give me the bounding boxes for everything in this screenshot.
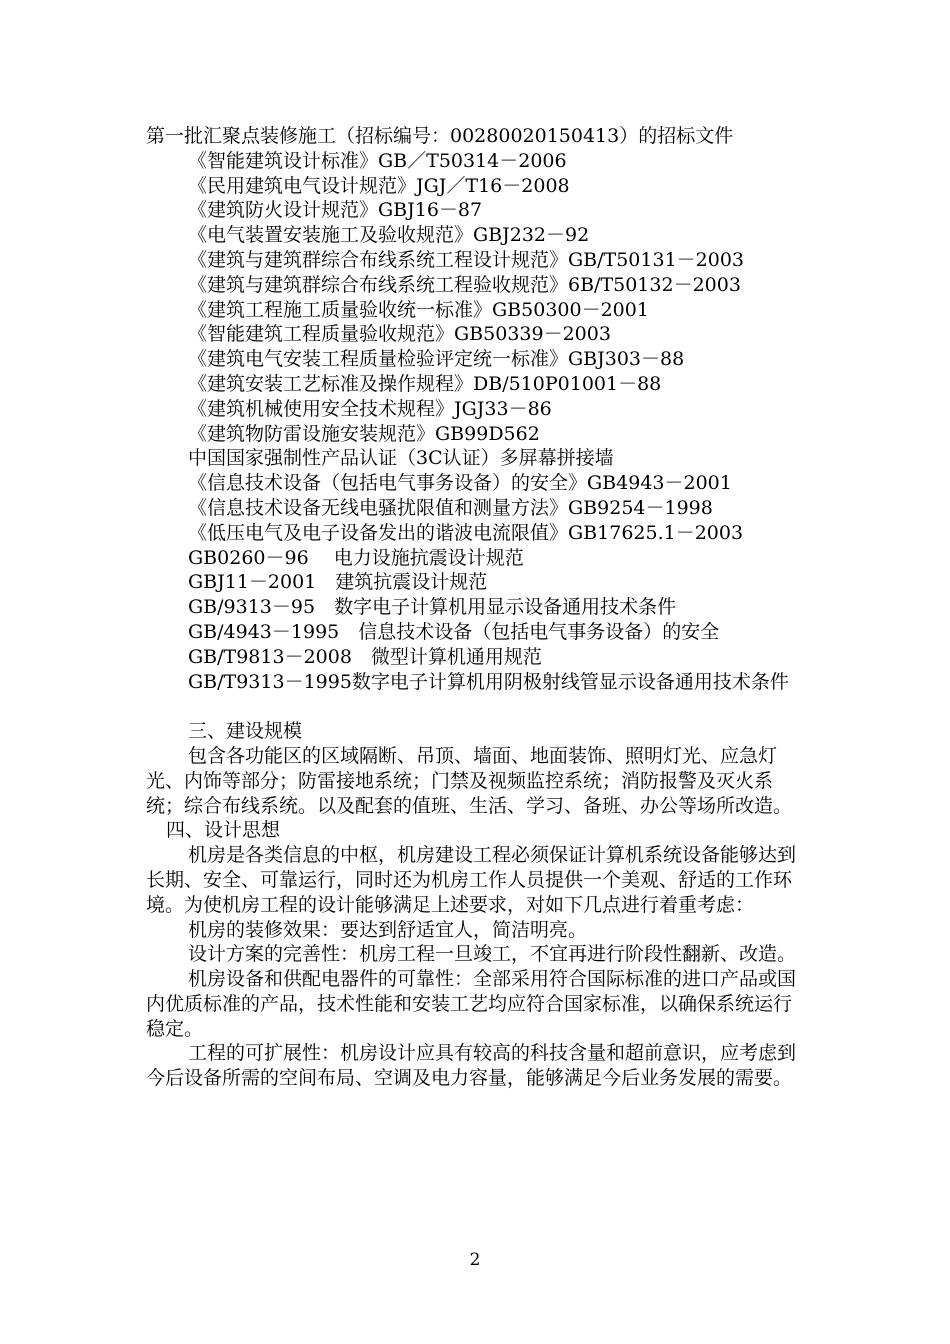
standard-item: 《建筑安装工艺标准及操作规程》DB/510P01001－88 (188, 372, 662, 395)
standard-item: 《建筑物防雷设施安装规范》GB99D562 (188, 422, 540, 445)
standards-list (146, 149, 810, 695)
standard-item: 《低压电气及电子设备发出的谐波电流限值》GB17625.1－2003 (188, 521, 744, 544)
tender-title-line: 第一批汇聚点装修施工（招标编号：00280020150413）的招标文件 (146, 125, 734, 147)
standard-item: 《电气装置安装施工及验收规范》GBJ232－92 (188, 224, 590, 247)
design-paragraph: 机房的装修效果：要达到舒适宜人，简洁明亮。 (188, 918, 588, 941)
document-body (146, 124, 810, 1091)
standard-item: 中国国家强制性产品认证（3C认证）多屏幕拼接墙 (188, 447, 614, 470)
section-scale-paragraph: 包含各功能区的区域隔断、吊顶、墙面、地面装饰、照明灯光、应急灯光、内饰等部分；防雷接地系统；门禁及视频监控系统；消防报警及灭火系统；综合布线系统。以及配套的值班、生活、学习、备班、办公等场所改造。 (146, 744, 793, 817)
design-paragraph: 工程的可扩展性：机房设计应具有较高的科技含量和超前意识，应考虑到今后设备所需的空间布局、空调及电力容量，能够满足今后业务发展的需要。 (146, 1042, 797, 1090)
blank-line (146, 694, 810, 719)
standard-item: 《民用建筑电气设计规范》JGJ／T16－2008 (188, 174, 570, 197)
design-paragraph: 机房设备和供配电器件的可靠性：全部采用符合国际标准的进口产品或国内优质标准的产品，技术性能和安装工艺均应符合国家标准，以确保系统运行稳定。 (146, 968, 797, 1040)
standard-item: 《建筑电气安装工程质量检验评定统一标准》GBJ303－88 (188, 348, 685, 371)
standard-item: 《建筑与建筑群综合布线系统工程验收规范》6B/T50132－2003 (188, 273, 741, 296)
section-heading-scale: 三、建设规模 (188, 720, 303, 743)
standard-item: GB/4943－1995 信息技术设备（包括电气事务设备）的安全 (188, 620, 720, 643)
standard-item: 《建筑工程施工质量验收统一标准》GB50300－2001 (188, 298, 649, 321)
page-number: 2 (469, 1250, 481, 1270)
standard-item: 《智能建筑工程质量验收规范》GB50339－2003 (188, 323, 611, 346)
standard-item: GB0260－96 电力设施抗震设计规范 (188, 546, 524, 569)
design-paragraph: 设计方案的完善性：机房工程一旦竣工，不宜再进行阶段性翻新、改造。 (188, 943, 797, 966)
standard-item-wrapped: GB/T9313－1995数字电子计算机用阴极射线管显示设备通用技术条件 (188, 670, 789, 693)
standard-item: 《信息技术设备无线电骚扰限值和测量方法》GB9254－1998 (188, 496, 713, 519)
section-heading-design: 四、设计思想 (166, 819, 281, 842)
standard-item: 《建筑机械使用安全技术规程》JGJ33－86 (188, 397, 552, 420)
standard-item: GBJ11－2001 建筑抗震设计规范 (188, 571, 488, 594)
standard-item: 《建筑与建筑群综合布线系统工程设计规范》GB/T50131－2003 (188, 248, 745, 271)
standard-item: 《信息技术设备（包括电气事务设备）的安全》GB4943－2001 (188, 472, 732, 495)
design-paragraph: 机房是各类信息的中枢，机房建设工程必须保证计算机系统设备能够达到长期、安全、可靠运行，同时还为机房工作人员提供一个美观、舒适的工作环境。为使机房工程的设计能够满足上述要求，对如下几点进行着重考虑： (146, 844, 797, 916)
standard-item: 《建筑防火设计规范》GBJ16－87 (188, 199, 483, 222)
standard-item: 《智能建筑设计标准》GB／T50314－2006 (188, 149, 567, 172)
standard-item: GB/T9813－2008 微型计算机通用规范 (188, 645, 542, 668)
standard-item: GB/9313－95 数字电子计算机用显示设备通用技术条件 (188, 596, 677, 619)
